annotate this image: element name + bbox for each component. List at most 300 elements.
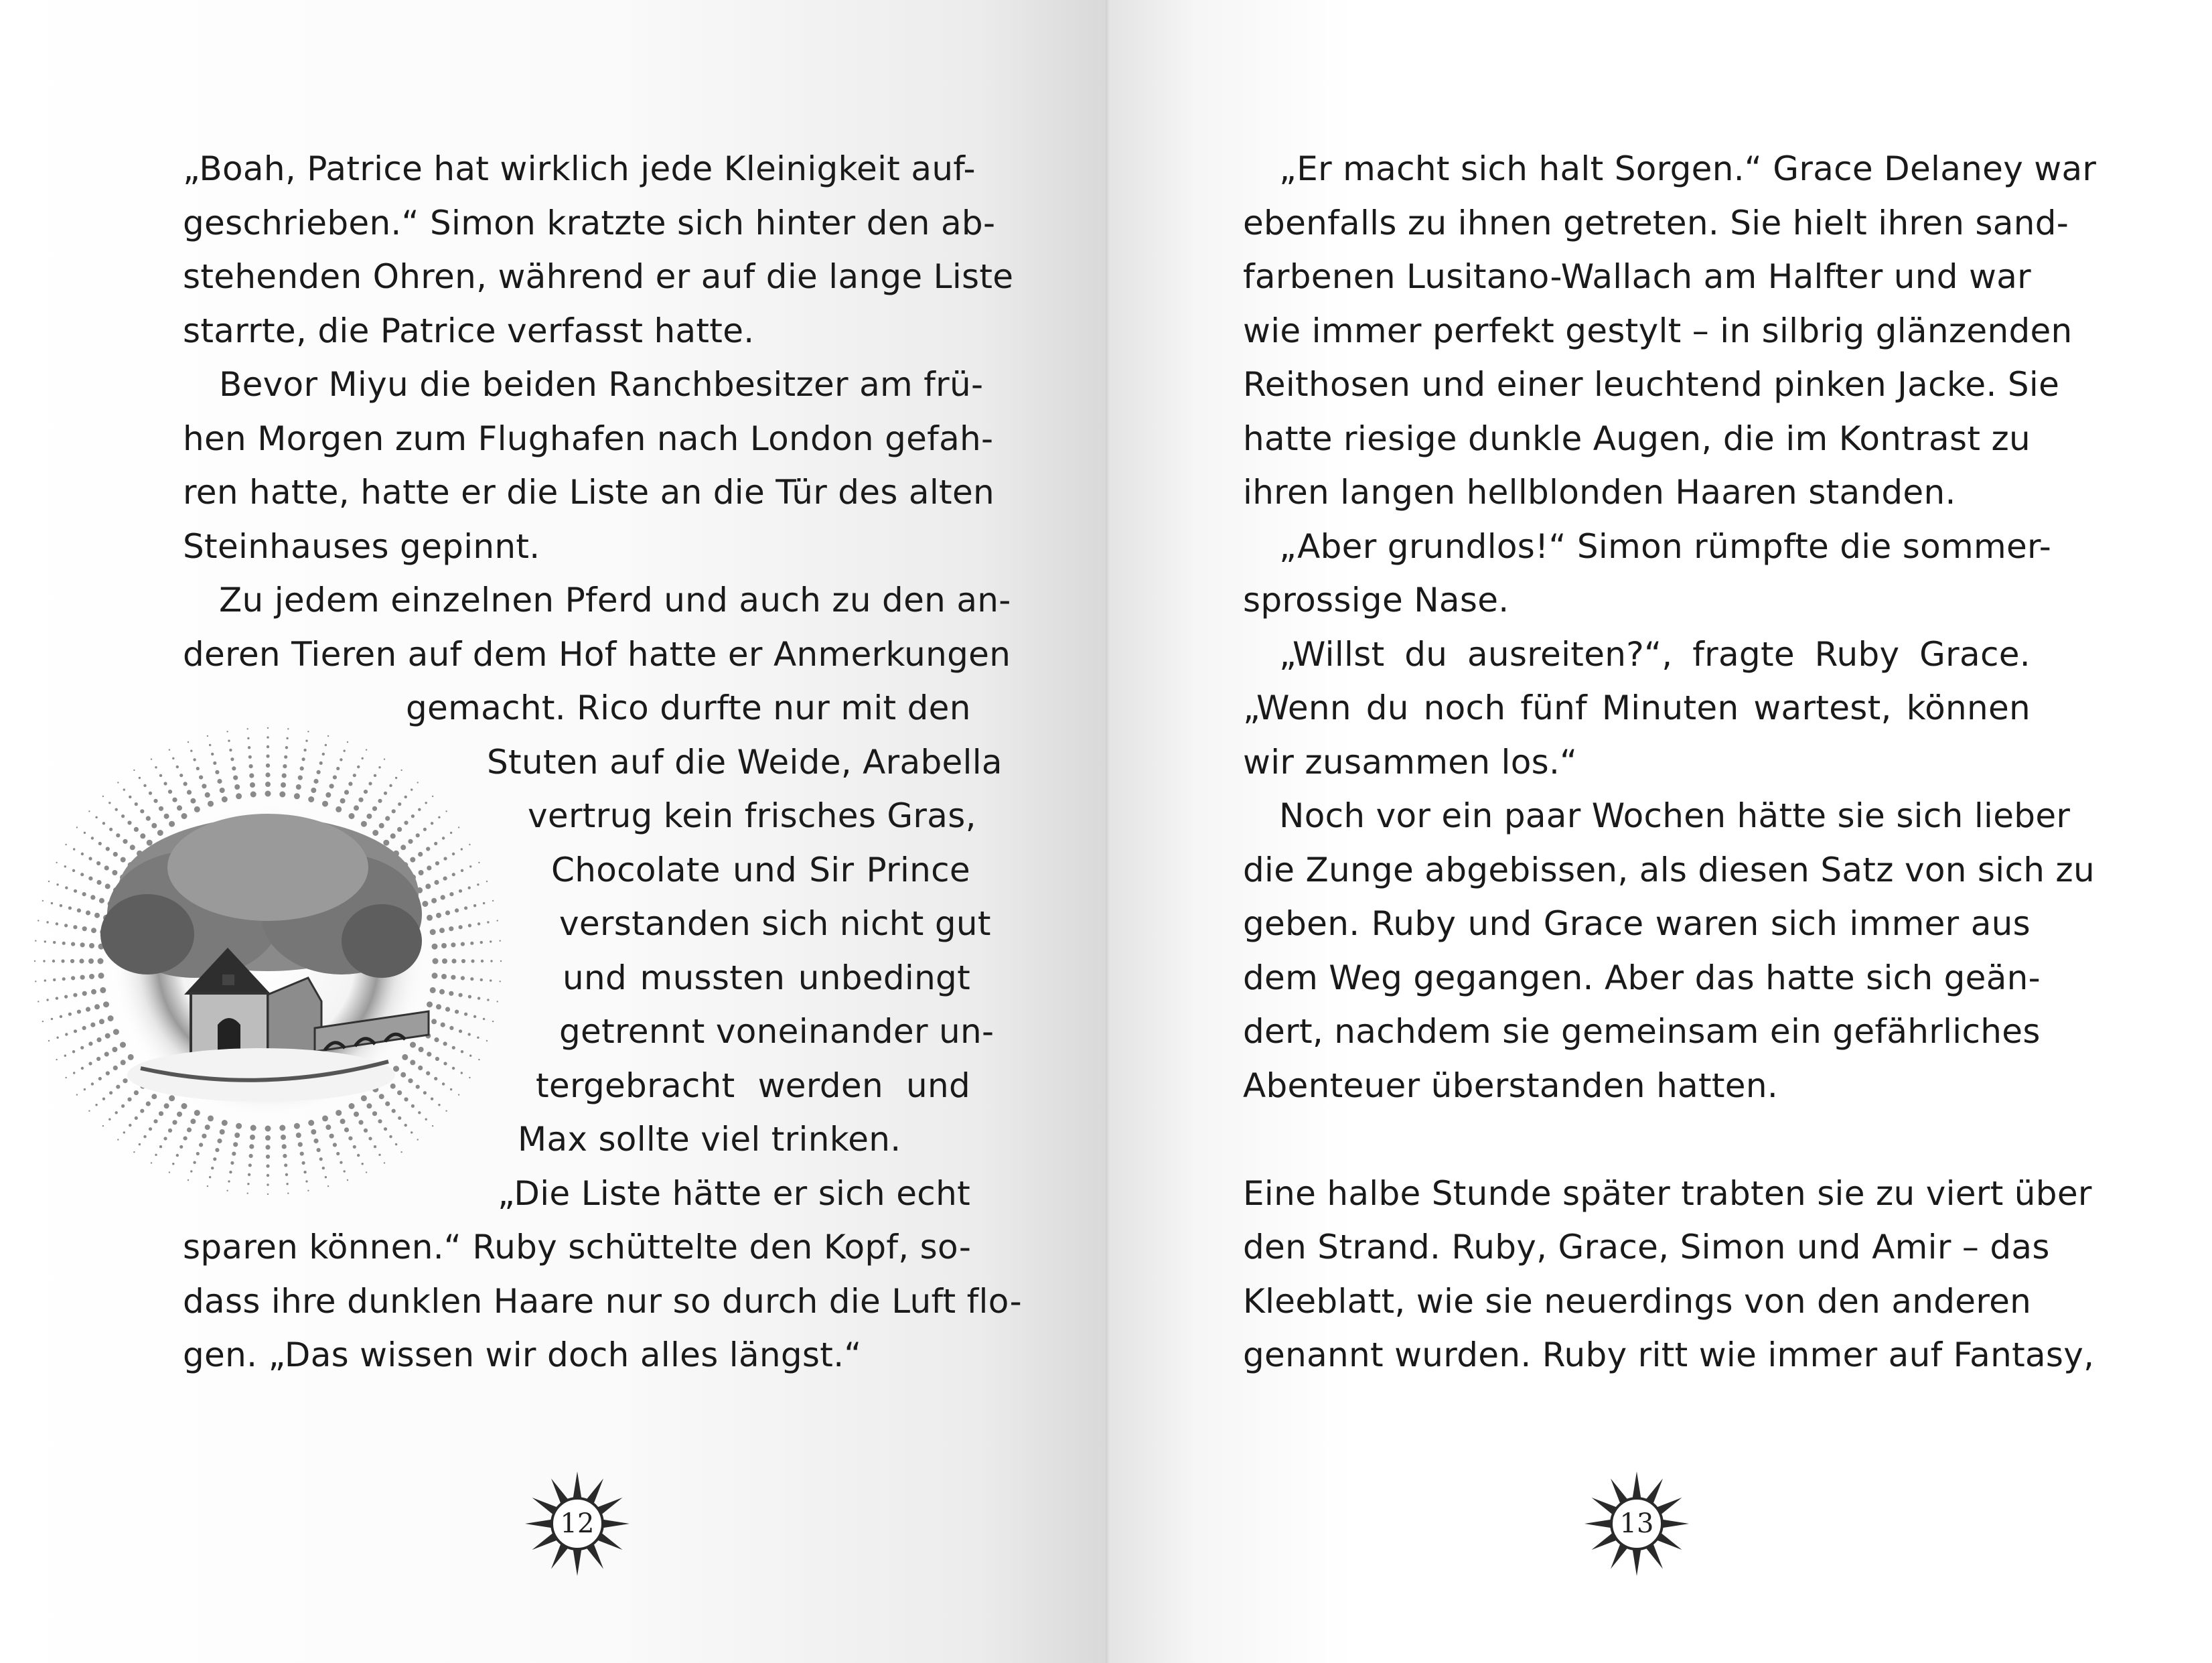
ray-dot xyxy=(311,788,316,793)
ray-dot xyxy=(439,989,445,995)
ray-dot xyxy=(303,749,306,751)
ray-dot xyxy=(266,1164,269,1167)
ray-dot xyxy=(247,1193,248,1194)
ray-dot xyxy=(432,944,438,950)
ray-dot xyxy=(133,1151,135,1153)
ray-dot xyxy=(211,1167,214,1169)
ray-dot xyxy=(86,1007,90,1011)
ray-dot xyxy=(250,1125,256,1131)
ray-dot xyxy=(473,904,476,907)
ray-dot xyxy=(364,790,368,794)
ray-dot xyxy=(248,1173,250,1176)
ray-dot xyxy=(311,1129,316,1135)
ray-dot xyxy=(247,737,249,739)
ray-dot xyxy=(44,940,46,942)
text-line: die Zunge abgebissen, als diesen Satz von sich zu xyxy=(1243,850,2095,889)
ray-dot xyxy=(500,960,502,962)
text-line: Chocolate und Sir Prince xyxy=(551,850,970,889)
ray-dot xyxy=(207,1185,208,1187)
text-line: hatte riesige dunkle Augen, die im Kontrast zu xyxy=(1243,419,2031,458)
ray-dot xyxy=(153,799,157,803)
ray-dot xyxy=(336,1152,340,1155)
ray-dot xyxy=(172,1163,174,1165)
ray-dot xyxy=(159,774,162,777)
ray-dot xyxy=(418,808,421,811)
ray-dot xyxy=(266,1155,270,1159)
ray-dot xyxy=(442,958,447,964)
ray-dot xyxy=(397,1090,402,1095)
ray-dot xyxy=(364,1129,368,1133)
ray-dot xyxy=(265,782,271,787)
ray-dot xyxy=(176,1154,179,1157)
ray-dot xyxy=(267,727,269,729)
ray-dot xyxy=(183,782,188,786)
ray-dot xyxy=(222,1120,228,1126)
paragraph xyxy=(1243,789,2095,1112)
ray-dot xyxy=(199,776,203,780)
ray-dot xyxy=(379,823,384,828)
ray-dot xyxy=(209,1176,211,1178)
ray-dot xyxy=(366,814,372,819)
text-line: deren Tieren auf dem Hof hatte er Anmerkungen xyxy=(183,634,1011,674)
ray-dot xyxy=(390,1084,396,1089)
ray-dot xyxy=(267,1194,269,1195)
ray-dot xyxy=(217,779,222,784)
ray-dot xyxy=(60,1015,62,1018)
ray-dot xyxy=(344,790,349,794)
ray-dot xyxy=(193,1161,196,1164)
ray-dot xyxy=(426,1071,430,1075)
ray-dot xyxy=(140,833,145,839)
ray-dot xyxy=(445,810,447,812)
ray-dot xyxy=(151,758,152,760)
ray-dot xyxy=(215,770,219,774)
ray-dot xyxy=(325,744,327,746)
ray-dot xyxy=(48,881,50,882)
ray-dot xyxy=(42,900,44,901)
ray-dot xyxy=(116,1085,120,1089)
ray-dot xyxy=(319,762,323,765)
ray-dot xyxy=(445,910,450,915)
ray-dot xyxy=(181,813,188,819)
ray-dot xyxy=(89,943,94,948)
ray-dot xyxy=(416,833,420,837)
ray-dot xyxy=(230,1161,234,1165)
ray-dot xyxy=(233,776,238,780)
ray-dot xyxy=(91,837,94,839)
ray-dot xyxy=(441,943,447,948)
ray-dot xyxy=(64,924,68,927)
ray-dot xyxy=(60,904,62,907)
ray-dot xyxy=(497,920,498,921)
ray-dot xyxy=(419,870,424,875)
text-line: dass ihre dunklen Haare nur so durch die Luft flo- xyxy=(183,1281,1022,1321)
ray-dot xyxy=(102,1125,104,1127)
ray-dot xyxy=(353,1145,356,1149)
ray-dot xyxy=(194,1110,200,1116)
ray-dot xyxy=(265,1135,271,1141)
ray-dot xyxy=(151,1162,152,1163)
ray-dot xyxy=(348,782,352,786)
ray-dot xyxy=(236,793,242,799)
text-line: wir zusammen los.“ xyxy=(1243,742,1578,782)
ray-dot xyxy=(266,764,270,768)
ray-dot xyxy=(400,1151,402,1153)
ray-dot xyxy=(169,821,175,827)
ray-dot xyxy=(469,1055,471,1057)
ray-dot xyxy=(247,1183,249,1185)
ray-dot xyxy=(103,1001,109,1007)
ray-dot xyxy=(336,767,340,770)
ray-dot xyxy=(113,852,118,857)
ray-dot xyxy=(441,974,447,979)
ray-dot xyxy=(395,777,397,779)
ray-dot xyxy=(96,1057,100,1061)
ray-dot xyxy=(96,1037,101,1042)
ray-dot xyxy=(169,1171,170,1173)
ray-dot xyxy=(451,958,456,963)
ray-dot xyxy=(451,975,455,980)
ray-dot xyxy=(325,792,331,798)
ray-dot xyxy=(168,790,172,794)
ray-dot xyxy=(108,802,110,804)
ray-dot xyxy=(98,972,104,979)
ray-dot xyxy=(470,977,473,981)
ray-dot xyxy=(202,784,206,788)
text-line: „Wenn du noch fünf Minuten wartest, können xyxy=(1243,689,2031,727)
text-line: sprossige Nase. xyxy=(1243,581,1509,620)
ray-dot xyxy=(143,784,146,787)
ray-dot xyxy=(229,749,232,751)
ray-dot xyxy=(430,929,436,935)
ray-dot xyxy=(130,845,135,850)
text-line: „Aber grundlos!“ Simon rümpfte die sommer- xyxy=(1279,526,2052,566)
ray-dot xyxy=(336,806,342,812)
ray-dot xyxy=(84,832,86,834)
illustration-svg xyxy=(27,713,509,1209)
ray-dot xyxy=(86,910,90,915)
ray-dot xyxy=(298,1142,303,1147)
ray-dot xyxy=(455,1010,459,1014)
ray-dot xyxy=(91,928,96,933)
ray-dot xyxy=(329,784,334,788)
ray-dot xyxy=(104,1052,109,1056)
ray-dot xyxy=(91,1082,94,1085)
ray-dot xyxy=(333,1143,337,1147)
ray-dot xyxy=(81,853,84,855)
ray-dot xyxy=(102,796,104,797)
ray-dot xyxy=(398,1116,401,1120)
ray-dot xyxy=(90,1023,95,1027)
ray-dot xyxy=(329,1134,334,1139)
ray-dot xyxy=(358,798,363,802)
ray-dot xyxy=(336,1110,342,1116)
ray-dot xyxy=(196,767,200,770)
ray-dot xyxy=(435,1057,439,1061)
ray-dot xyxy=(287,1193,289,1194)
ray-dot xyxy=(208,801,214,807)
ray-dot xyxy=(76,1094,78,1095)
ray-dot xyxy=(139,1143,141,1145)
ray-dot xyxy=(77,908,81,912)
ray-dot xyxy=(348,1137,352,1141)
ray-dot xyxy=(340,798,346,804)
ray-dot xyxy=(322,1115,328,1121)
text-line: Noch vor ein paar Wochen hätte sie sich lieber xyxy=(1279,796,2071,835)
ray-dot xyxy=(56,883,58,885)
ray-dot xyxy=(423,1091,427,1094)
text-line: hen Morgen zum Flughafen nach London gefah- xyxy=(183,419,994,458)
ray-dot xyxy=(490,960,492,962)
ray-dot xyxy=(461,1050,463,1053)
ray-dot xyxy=(169,749,170,750)
ray-dot xyxy=(385,1101,390,1106)
ray-dot xyxy=(249,774,254,778)
ray-dot xyxy=(96,861,100,865)
text-line: Bevor Miyu die beiden Ranchbesitzer am frü- xyxy=(219,365,984,404)
ray-dot xyxy=(56,922,58,925)
paragraph xyxy=(183,142,1014,358)
ray-dot xyxy=(123,1131,125,1133)
ray-dot xyxy=(104,865,109,870)
ray-dot xyxy=(368,782,372,785)
ray-dot xyxy=(449,1026,453,1030)
ray-dot xyxy=(79,958,84,963)
ray-dot xyxy=(109,1091,113,1094)
ray-dot xyxy=(250,792,256,798)
ray-dot xyxy=(483,1018,485,1020)
ray-dot xyxy=(38,1001,39,1002)
ray-dot xyxy=(490,979,492,981)
ray-dot xyxy=(230,757,234,761)
ray-dot xyxy=(151,1094,157,1099)
ray-dot xyxy=(196,1152,200,1155)
ray-dot xyxy=(450,832,452,834)
ray-dot xyxy=(357,766,360,768)
ray-dot xyxy=(80,873,84,876)
ray-dot xyxy=(443,1041,447,1045)
ray-dot xyxy=(458,1094,459,1095)
ray-dot xyxy=(267,1183,269,1185)
ray-dot xyxy=(378,799,382,803)
ray-dot xyxy=(389,1135,392,1138)
ray-dot xyxy=(302,1161,305,1165)
text-line: „Er macht sich halt Sorgen.“ Grace Delaney war xyxy=(1279,149,2097,188)
ray-dot xyxy=(423,828,427,831)
ray-dot xyxy=(187,790,192,794)
ray-dot xyxy=(464,906,467,910)
ray-dot xyxy=(417,1139,419,1140)
ray-dot xyxy=(458,826,459,828)
paragraph xyxy=(183,573,1011,628)
ray-dot xyxy=(112,1047,117,1052)
ray-dot xyxy=(486,881,488,882)
ray-dot xyxy=(62,977,66,981)
ray-dot xyxy=(483,902,485,904)
paragraph xyxy=(1243,628,2031,790)
ray-dot xyxy=(38,920,39,921)
right-page xyxy=(1110,0,2212,1663)
ray-dot xyxy=(441,895,445,899)
ray-dot xyxy=(190,798,196,804)
ray-dot xyxy=(408,1078,413,1083)
text-line: Reithosen und einer leuchtend pinken Jacke. Sie xyxy=(1243,365,2060,404)
ray-dot xyxy=(287,728,289,729)
ray-dot xyxy=(44,979,46,981)
ray-dot xyxy=(89,974,94,979)
ray-dot xyxy=(427,865,431,870)
ray-dot xyxy=(117,1139,119,1140)
ray-dot xyxy=(468,886,471,889)
tree-canopy xyxy=(100,814,422,978)
ray-dot xyxy=(461,942,465,946)
ray-dot xyxy=(477,922,480,925)
ray-dot xyxy=(282,774,287,778)
ray-dot xyxy=(305,1180,307,1182)
ray-dot xyxy=(194,806,200,812)
ray-dot xyxy=(282,1144,287,1149)
ray-dot xyxy=(468,1033,471,1035)
ray-dot xyxy=(286,737,288,739)
ray-dot xyxy=(492,900,494,901)
ray-dot xyxy=(459,925,463,929)
ray-dot xyxy=(349,1103,355,1109)
ray-dot xyxy=(127,1097,131,1101)
ray-dot xyxy=(95,1104,97,1106)
ray-dot xyxy=(425,802,427,804)
ray-dot xyxy=(73,1072,75,1074)
ray-dot xyxy=(115,1111,118,1114)
ray-dot xyxy=(442,1082,445,1085)
ray-dot xyxy=(434,842,437,845)
ray-dot xyxy=(217,1139,222,1143)
ray-dot xyxy=(267,745,269,748)
ray-dot xyxy=(461,976,465,980)
ray-dot xyxy=(322,801,328,807)
ray-dot xyxy=(366,1103,372,1108)
ray-dot xyxy=(249,1154,253,1158)
ray-dot xyxy=(153,1119,157,1123)
ray-dot xyxy=(248,746,250,749)
ray-dot xyxy=(220,1129,225,1135)
ray-dot xyxy=(404,796,407,798)
text-line: Steinhauses gepinnt. xyxy=(183,526,540,566)
ray-dot xyxy=(190,1118,196,1124)
ray-dot xyxy=(368,1137,372,1140)
ray-dot xyxy=(307,1190,309,1191)
ray-dot xyxy=(73,848,75,850)
ray-dot xyxy=(199,1143,203,1147)
ray-dot xyxy=(358,1120,363,1125)
ray-dot xyxy=(307,731,309,732)
ray-dot xyxy=(177,805,182,810)
text-line: farbenen Lusitano-Wallach am Halfter und war xyxy=(1243,257,2031,296)
ray-dot xyxy=(427,1001,433,1007)
text-line: „Willst du ausreiten?“, fragte Ruby Grace. xyxy=(1279,634,2031,674)
ray-dot xyxy=(392,1109,396,1113)
ray-dot xyxy=(468,924,471,927)
ray-dot xyxy=(133,770,135,771)
ray-dot xyxy=(480,979,483,981)
ray-dot xyxy=(317,1148,321,1152)
ray-dot xyxy=(438,1104,440,1106)
ray-dot xyxy=(99,1019,104,1024)
ray-dot xyxy=(354,1112,359,1117)
ray-dot xyxy=(98,842,102,845)
ray-dot xyxy=(443,1062,447,1065)
ray-dot xyxy=(452,853,455,855)
ray-dot xyxy=(209,744,211,746)
ray-dot xyxy=(459,1029,462,1033)
ray-dot xyxy=(146,1101,151,1106)
ray-dot xyxy=(140,1109,144,1113)
ray-dot xyxy=(410,1042,416,1048)
ray-dot xyxy=(390,833,396,839)
paragraph xyxy=(1243,142,2097,520)
ray-dot xyxy=(313,1139,318,1143)
ray-dot xyxy=(95,816,97,818)
ray-dot xyxy=(361,1095,367,1101)
ray-dot xyxy=(234,784,240,790)
ray-dot xyxy=(134,1090,139,1095)
ray-dot xyxy=(172,798,177,802)
ray-dot xyxy=(169,1095,175,1101)
ray-dot xyxy=(461,1072,463,1074)
text-line: Abenteuer überstanden hatten. xyxy=(1243,1066,1779,1105)
ray-dot xyxy=(285,746,288,749)
ray-dot xyxy=(468,995,471,999)
ray-dot xyxy=(340,758,342,761)
ray-dot xyxy=(349,813,355,819)
ray-dot xyxy=(52,960,55,962)
text-line: gen. „Das wissen wir doch alles längst.“ xyxy=(183,1335,862,1374)
ray-dot xyxy=(190,1170,192,1172)
ray-dot xyxy=(322,1167,325,1169)
ray-dot xyxy=(325,1176,327,1178)
ray-dot xyxy=(84,1088,86,1090)
ray-dot xyxy=(357,1154,360,1157)
ray-dot xyxy=(267,1174,269,1177)
ray-dot xyxy=(247,728,248,729)
ray-dot xyxy=(478,1059,480,1060)
text-line: Stuten auf die Weide, Arabella xyxy=(487,742,1003,782)
ray-dot xyxy=(500,940,501,942)
ray-dot xyxy=(361,821,367,827)
ray-dot xyxy=(176,766,179,768)
ray-dot xyxy=(88,810,90,812)
ray-dot xyxy=(100,987,106,993)
text-line: Kleeblatt, wie sie neuerdings von den anderen xyxy=(1243,1281,2032,1321)
ray-dot xyxy=(469,844,470,845)
ray-dot xyxy=(121,1104,125,1108)
ray-dot xyxy=(417,782,419,783)
ray-dot xyxy=(362,1163,364,1165)
ray-dot xyxy=(374,774,376,777)
text-line: dem Weg gegangen. Aber das hatte sich geän- xyxy=(1243,958,2041,997)
page-number-ornament xyxy=(514,1460,641,1587)
ray-dot xyxy=(65,844,66,845)
ray-dot xyxy=(398,802,401,806)
ray-dot xyxy=(202,1134,206,1139)
ray-dot xyxy=(187,1127,192,1132)
ray-dot xyxy=(46,921,48,923)
ray-dot xyxy=(325,1125,331,1130)
ray-dot xyxy=(226,731,228,732)
ray-dot xyxy=(68,906,72,910)
text-line: ren hatte, hatte er die Liste an die Tür des alten xyxy=(183,473,994,512)
ray-dot xyxy=(43,960,45,962)
ray-dot xyxy=(140,809,144,813)
